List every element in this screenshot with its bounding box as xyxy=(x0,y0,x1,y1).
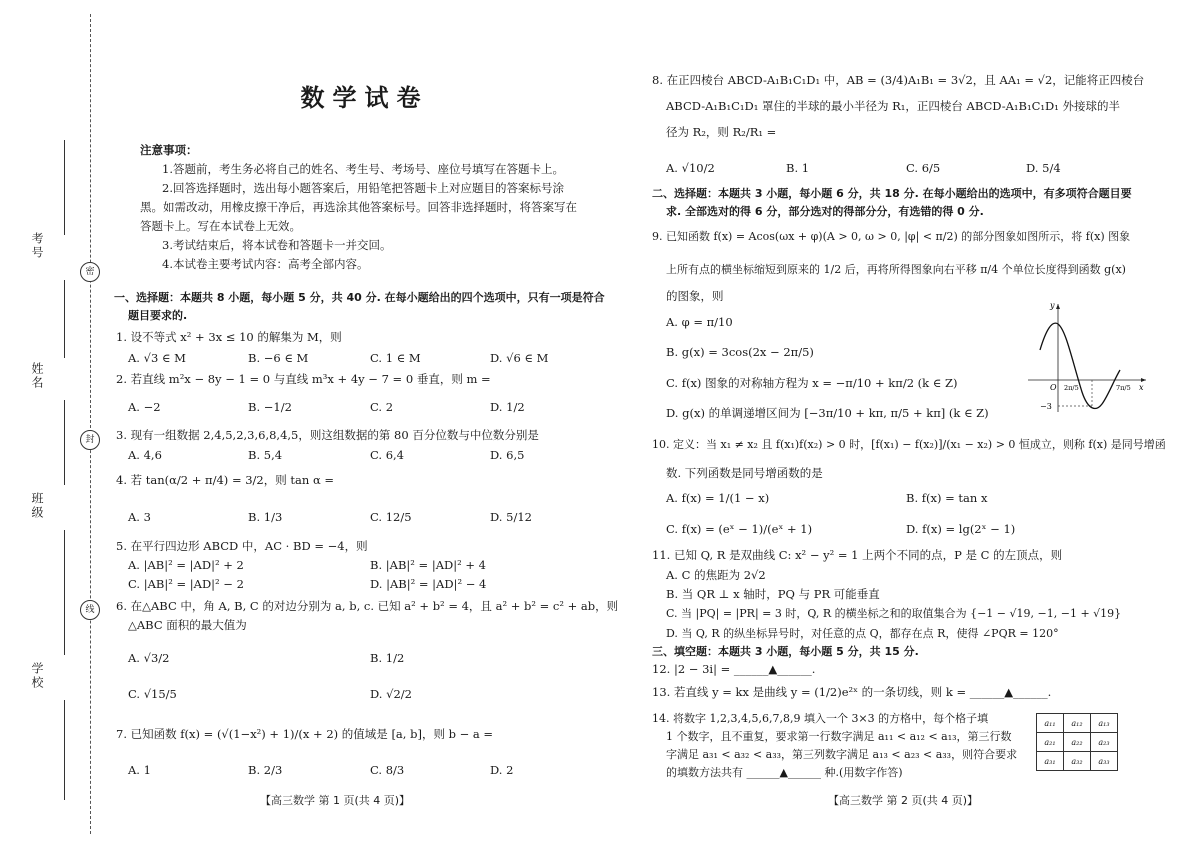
question-5: 5. 在平行四边形 ABCD 中，AC · BD = −4，则 xyxy=(116,539,368,553)
page-title: 数学试卷 xyxy=(300,84,429,112)
field-line xyxy=(64,530,65,655)
grid-row xyxy=(1037,752,1118,771)
question-7: 7. 已知函数 f(x) = (√(1−x²) + 1)/(x + 2) 的值域是 [a, b]，则 b − a = xyxy=(116,727,494,741)
seal-feng: 封 xyxy=(80,430,100,450)
question-14-cont: 的填数方法共有 ______▲______ 种.(用数字作答) xyxy=(666,766,903,779)
q9-function-graph xyxy=(1028,300,1148,415)
q1-option-c: C. 1 ∈ M xyxy=(370,351,421,365)
tick-label-2pi-5: 2π/5 xyxy=(1064,384,1079,392)
q11-option-a: A. C 的焦距为 2√2 xyxy=(666,568,766,582)
q11-option-d: D. 当 Q, R 的纵坐标异号时，对任意的点 Q，都存在点 R，使得 ∠PQR = 120° xyxy=(666,627,1059,640)
grid-cell: a₁₃ xyxy=(1091,714,1118,733)
x-axis-arrow xyxy=(1141,378,1146,382)
min-value-label: −3 xyxy=(1040,402,1052,411)
q14-grid xyxy=(1036,713,1118,771)
cut-line xyxy=(90,14,91,834)
q1-option-d: D. √6 ∈ M xyxy=(490,351,549,365)
grid-cell: a₃₁ xyxy=(1037,752,1064,771)
field-line xyxy=(64,280,65,358)
q5-option-d: D. |AB|² = |AD|² − 4 xyxy=(370,577,487,591)
question-13: 13. 若直线 y = kx 是曲线 y = (1/2)e²ˣ 的一条切线，则 k = ______▲______. xyxy=(652,685,1052,699)
q9-option-d: D. g(x) 的单调递增区间为 [−3π/10 + kπ, π/5 + kπ] (k ∈ Z) xyxy=(666,406,989,420)
grid-row xyxy=(1037,714,1118,733)
q4-option-b: B. 1/3 xyxy=(248,510,283,524)
y-axis-label: y xyxy=(1050,301,1055,310)
q2-option-d: D. 1/2 xyxy=(490,400,525,414)
q8-option-a: A. √10/2 xyxy=(666,161,715,175)
q7-option-b: B. 2/3 xyxy=(248,763,283,777)
origin-label: O xyxy=(1050,383,1057,392)
section-1-heading-2: 题目要求的. xyxy=(128,309,188,322)
grid-cell: a₂₃ xyxy=(1091,733,1118,752)
q7-option-a: A. 1 xyxy=(128,763,151,777)
question-14: 14. 将数字 1,2,3,4,5,6,7,8,9 填入一个 3×3 的方格中，每个格子填 xyxy=(652,712,989,725)
label-exam-number: 考号 xyxy=(30,232,44,260)
notice-line: 答题卡上。写在本试卷上无效。 xyxy=(140,219,301,233)
q1-option-a: A. √3 ∈ M xyxy=(128,351,186,365)
question-6: 6. 在△ABC 中，角 A, B, C 的对边分别为 a, b, c. 已知 a² + b² = 4，且 a² + b² = c² + ab，则 xyxy=(116,599,619,613)
question-12: 12. |2 − 3i| = ______▲______. xyxy=(652,662,816,676)
q3-option-c: C. 6,4 xyxy=(370,448,404,462)
q2-option-b: B. −1/2 xyxy=(248,400,292,414)
q3-option-d: D. 6,5 xyxy=(490,448,525,462)
x-axis-label: x xyxy=(1139,383,1144,392)
field-line xyxy=(64,140,65,235)
question-8-cont: ABCD-A₁B₁C₁D₁ 罩住的半球的最小半径为 R₁，正四棱台 ABCD-A₁B₁C₁D₁ 外接球的半 xyxy=(666,99,1120,113)
q8-option-b: B. 1 xyxy=(786,161,810,175)
section-1-heading: 一、选择题：本题共 8 小题，每小题 5 分，共 40 分. 在每小题给出的四个选项中，只有一项是符合 xyxy=(114,291,605,304)
q5-option-c: C. |AB|² = |AD|² − 2 xyxy=(128,577,244,591)
page-footer: 【高三数学 第 1 页(共 4 页)】 xyxy=(260,794,411,807)
q3-option-b: B. 5,4 xyxy=(248,448,283,462)
notice-line: 黑。如需改动，用橡皮擦干净后，再选涂其他答案标号。回答非选择题时，将答案写在 xyxy=(140,200,577,214)
cosine-curve xyxy=(1040,323,1120,408)
notice-line: 1.答题前，考生务必将自己的姓名、考生号、考场号、座位号填写在答题卡上。 xyxy=(162,162,564,176)
section-2-heading-2: 求. 全部选对的得 6 分，部分选对的得部分分，有选错的得 0 分. xyxy=(666,205,984,218)
q2-option-a: A. −2 xyxy=(128,400,161,414)
q6-option-b: B. 1/2 xyxy=(370,651,405,665)
q4-option-c: C. 12/5 xyxy=(370,510,412,524)
q6-option-a: A. √3/2 xyxy=(128,651,170,665)
notice-heading: 注意事项： xyxy=(140,143,198,157)
q4-option-a: A. 3 xyxy=(128,510,151,524)
question-2: 2. 若直线 m²x − 8y − 1 = 0 与直线 m³x + 4y − 7 = 0 垂直，则 m = xyxy=(116,372,491,386)
question-6-cont: △ABC 面积的最大值为 xyxy=(128,618,247,632)
grid-cell: a₂₁ xyxy=(1037,733,1064,752)
seal-xian: 线 xyxy=(80,600,100,620)
binding-margin xyxy=(0,0,100,849)
label-class: 班级 xyxy=(30,492,44,520)
grid-cell: a₃₃ xyxy=(1091,752,1118,771)
grid-row xyxy=(1037,733,1118,752)
grid-cell: a₁₁ xyxy=(1037,714,1064,733)
label-name: 姓名 xyxy=(30,362,44,390)
q1-option-b: B. −6 ∈ M xyxy=(248,351,309,365)
seal-mi: 密 xyxy=(80,262,100,282)
question-10-cont: 数. 下列函数是同号增函数的是 xyxy=(666,466,823,480)
question-11: 11. 已知 Q, R 是双曲线 C: x² − y² = 1 上两个不同的点，P 是 C 的左顶点，则 xyxy=(652,548,1063,562)
page-footer: 【高三数学 第 2 页(共 4 页)】 xyxy=(828,794,979,807)
label-school: 学校 xyxy=(30,662,44,690)
q7-option-c: C. 8/3 xyxy=(370,763,405,777)
question-10: 10. 定义：当 x₁ ≠ x₂ 且 f(x₁)f(x₂) > 0 时，[f(x₁) − f(x₂)]/(x₁ − x₂) > 0 恒成立，则称 f(x) 是同号增函 xyxy=(652,438,1166,451)
question-1: 1. 设不等式 x² + 3x ≤ 10 的解集为 M，则 xyxy=(116,330,342,344)
question-9-cont: 的图象，则 xyxy=(666,289,724,303)
q7-option-d: D. 2 xyxy=(490,763,514,777)
q11-option-b: B. 当 QR ⊥ x 轴时，PQ 与 PR 可能垂直 xyxy=(666,587,880,601)
q10-option-b: B. f(x) = tan x xyxy=(906,491,988,505)
question-14-cont: 1 个数字，且不重复，要求第一行数字满足 a₁₁ < a₁₂ < a₁₃，第三行数 xyxy=(666,730,1012,743)
question-8-cont: 径为 R₂，则 R₂/R₁ = xyxy=(666,125,777,139)
q5-option-a: A. |AB|² = |AD|² + 2 xyxy=(128,558,244,572)
q8-option-c: C. 6/5 xyxy=(906,161,941,175)
q10-option-a: A. f(x) = 1/(1 − x) xyxy=(666,491,770,505)
q9-option-b: B. g(x) = 3cos(2x − 2π/5) xyxy=(666,345,814,359)
notice-line: 4.本试卷主要考试内容：高考全部内容。 xyxy=(162,257,369,271)
q9-option-c: C. f(x) 图象的对称轴方程为 x = −π/10 + kπ/2 (k ∈ Z) xyxy=(666,376,958,390)
question-4: 4. 若 tan(α/2 + π/4) = 3/2，则 tan α = xyxy=(116,473,334,487)
question-3: 3. 现有一组数据 2,4,5,2,3,6,8,4,5，则这组数据的第 80 百分位数与中位数分别是 xyxy=(116,428,539,442)
q4-option-d: D. 5/12 xyxy=(490,510,532,524)
question-14-cont: 字满足 a₃₁ < a₃₂ < a₃₃，第三列数字满足 a₁₃ < a₂₃ < a₃₃，则符合要求 xyxy=(666,748,1018,761)
q2-option-c: C. 2 xyxy=(370,400,394,414)
q3-option-a: A. 4,6 xyxy=(128,448,162,462)
q10-option-c: C. f(x) = (eˣ − 1)/(eˣ + 1) xyxy=(666,522,813,536)
notice-line: 2.回答选择题时，选出每小题答案后，用铅笔把答题卡上对应题目的答案标号涂 xyxy=(162,181,564,195)
question-8: 8. 在正四棱台 ABCD-A₁B₁C₁D₁ 中，AB = (3/4)A₁B₁ = 3√2，且 AA₁ = √2，记能将正四棱台 xyxy=(652,73,1145,87)
q11-option-c: C. 当 |PQ| = |PR| = 3 时，Q, R 的横坐标之和的取值集合为 {−1 − √19, −1, −1 + √19} xyxy=(666,607,1122,620)
field-line xyxy=(64,700,65,800)
q5-option-b: B. |AB|² = |AD|² + 4 xyxy=(370,558,486,572)
grid-cell: a₃₂ xyxy=(1064,752,1091,771)
field-line xyxy=(64,400,65,485)
q6-option-c: C. √15/5 xyxy=(128,687,177,701)
question-9-cont: 上所有点的横坐标缩短到原来的 1/2 后，再将所得图象向右平移 π/4 个单位长度得到函数 g(x) xyxy=(666,263,1126,276)
tick-label-7pi-5: 7π/5 xyxy=(1116,384,1131,392)
y-axis-arrow xyxy=(1056,304,1060,309)
grid-cell: a₁₂ xyxy=(1064,714,1091,733)
question-9: 9. 已知函数 f(x) = Acos(ωx + φ)(A > 0, ω > 0, |φ| < π/2) 的部分图象如图所示，将 f(x) 图象 xyxy=(652,230,1131,243)
q10-option-d: D. f(x) = lg(2ˣ − 1) xyxy=(906,522,1016,536)
section-3-heading: 三、填空题：本题共 3 小题，每小题 5 分，共 15 分. xyxy=(652,645,919,658)
q9-option-a: A. φ = π/10 xyxy=(666,315,733,329)
grid-cell: a₂₂ xyxy=(1064,733,1091,752)
q6-option-d: D. √2/2 xyxy=(370,687,412,701)
section-2-heading: 二、选择题：本题共 3 小题，每小题 6 分，共 18 分. 在每小题给出的选项中，有多项符合题目要 xyxy=(652,187,1132,200)
notice-line: 3.考试结束后，将本试卷和答题卡一并交回。 xyxy=(162,238,392,252)
q8-option-d: D. 5/4 xyxy=(1026,161,1061,175)
